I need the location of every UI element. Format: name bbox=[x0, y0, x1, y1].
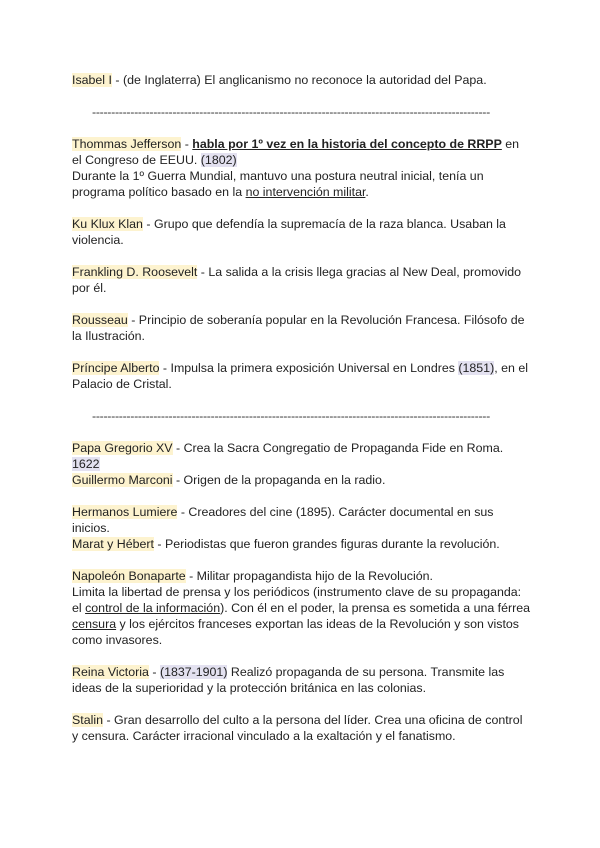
text-victoria: Realizó propaganda de su persona. Transmite las ideas de la superioridad y la protección británica en las colonias. bbox=[72, 665, 505, 695]
entry-marconi bbox=[72, 472, 532, 488]
text-napoleon: - Militar propagandista hijo de la Revolución. bbox=[185, 569, 433, 583]
after-jefferson: en el Congreso de EEUU. bbox=[72, 137, 520, 167]
entry-gregorio bbox=[72, 440, 532, 472]
underline2-napoleon: censura bbox=[72, 617, 117, 631]
entry-kkk bbox=[72, 216, 532, 248]
mid-napoleon: ). Con él en el poder, la prensa es sometida a una férrea bbox=[220, 601, 531, 615]
entry-lumiere bbox=[72, 504, 532, 536]
bold-jefferson: habla por 1º vez en la historia del concepto de RRPP bbox=[192, 137, 502, 151]
name-kkk: Ku Klux Klan bbox=[72, 217, 143, 231]
entry-victoria bbox=[72, 664, 532, 696]
year-jefferson: (1802) bbox=[200, 153, 237, 167]
text-alberto: - Impulsa la primera exposición Universal en Londres bbox=[159, 361, 459, 375]
line2-napoleon: Limita la libertad de prensa y los periódicos (instrumento clave de su propaganda: el bbox=[72, 585, 522, 615]
entry-roosevelt bbox=[72, 264, 532, 296]
after-alberto: , en el Palacio de Cristal. bbox=[72, 361, 528, 391]
entry-rousseau bbox=[72, 312, 532, 344]
underline1-napoleon: control de la información bbox=[85, 601, 221, 615]
end-jefferson: . bbox=[365, 185, 369, 199]
text-gregorio: - Crea la Sacra Congregatio de Propaganda Fide en Roma. bbox=[172, 441, 504, 455]
entry-napoleon bbox=[72, 568, 532, 648]
text-isabel: - (de Inglaterra) El anglicanismo no reconoce la autoridad del Papa. bbox=[111, 73, 487, 87]
text-marconi: - Origen de la propaganda en la radio. bbox=[172, 473, 386, 487]
year-alberto: (1851) bbox=[458, 361, 495, 375]
text-rousseau: - Principio de soberanía popular en la Revolución Francesa. Filósofo de la Ilustración. bbox=[72, 313, 525, 343]
underline-jefferson: no intervención militar bbox=[245, 185, 366, 199]
name-victoria: Reina Victoria bbox=[72, 665, 149, 679]
name-marconi: Guillermo Marconi bbox=[72, 473, 173, 487]
text-lumiere: - Creadores del cine (1895). Carácter documental en sus inicios. bbox=[72, 505, 494, 535]
year-gregorio: 1622 bbox=[72, 457, 100, 471]
entry-isabel bbox=[72, 72, 532, 88]
name-stalin: Stalin bbox=[72, 713, 103, 727]
end-napoleon: y los ejércitos franceses exportan las ideas de la Revolución y son vistos como invasores. bbox=[72, 617, 519, 647]
name-jefferson: Thommas Jefferson bbox=[72, 137, 182, 151]
name-gregorio: Papa Gregorio XV bbox=[72, 441, 173, 455]
entry-stalin bbox=[72, 712, 532, 744]
dash-victoria: - bbox=[148, 665, 160, 679]
text-stalin: - Gran desarrollo del culto a la persona del líder. Crea una oficina de control y censura. Carácter irracional vinculado a la exaltación y el fanatismo. bbox=[72, 713, 523, 743]
name-rousseau: Rousseau bbox=[72, 313, 128, 327]
separator-2: -------------------------------------------------------------------------------------------------------- bbox=[92, 409, 490, 423]
entry-marat bbox=[72, 536, 532, 552]
text-roosevelt: - La salida a la crisis llega gracias al New Deal, promovido por él. bbox=[72, 265, 522, 295]
year-victoria: (1837-1901) bbox=[159, 665, 228, 679]
name-napoleon: Napoleón Bonaparte bbox=[72, 569, 186, 583]
text-kkk: - Grupo que defendía la supremacía de la raza blanca. Usaban la violencia. bbox=[72, 217, 506, 247]
dash-jefferson: - bbox=[181, 137, 193, 151]
name-roosevelt: Frankling D. Roosevelt bbox=[72, 265, 198, 279]
name-lumiere: Hermanos Lumiere bbox=[72, 505, 178, 519]
separator-1: -------------------------------------------------------------------------------------------------------- bbox=[92, 105, 490, 119]
name-isabel: Isabel I bbox=[72, 73, 112, 87]
name-marat: Marat y Hébert bbox=[72, 537, 154, 551]
line2-jefferson: Durante la 1º Guerra Mundial, mantuvo una postura neutral inicial, tenía un programa político basado en la bbox=[72, 169, 484, 199]
entry-jefferson bbox=[72, 136, 532, 200]
entry-alberto bbox=[72, 360, 532, 392]
text-marat: - Periodistas que fueron grandes figuras durante la revolución. bbox=[153, 537, 500, 551]
name-alberto: Príncipe Alberto bbox=[72, 361, 160, 375]
